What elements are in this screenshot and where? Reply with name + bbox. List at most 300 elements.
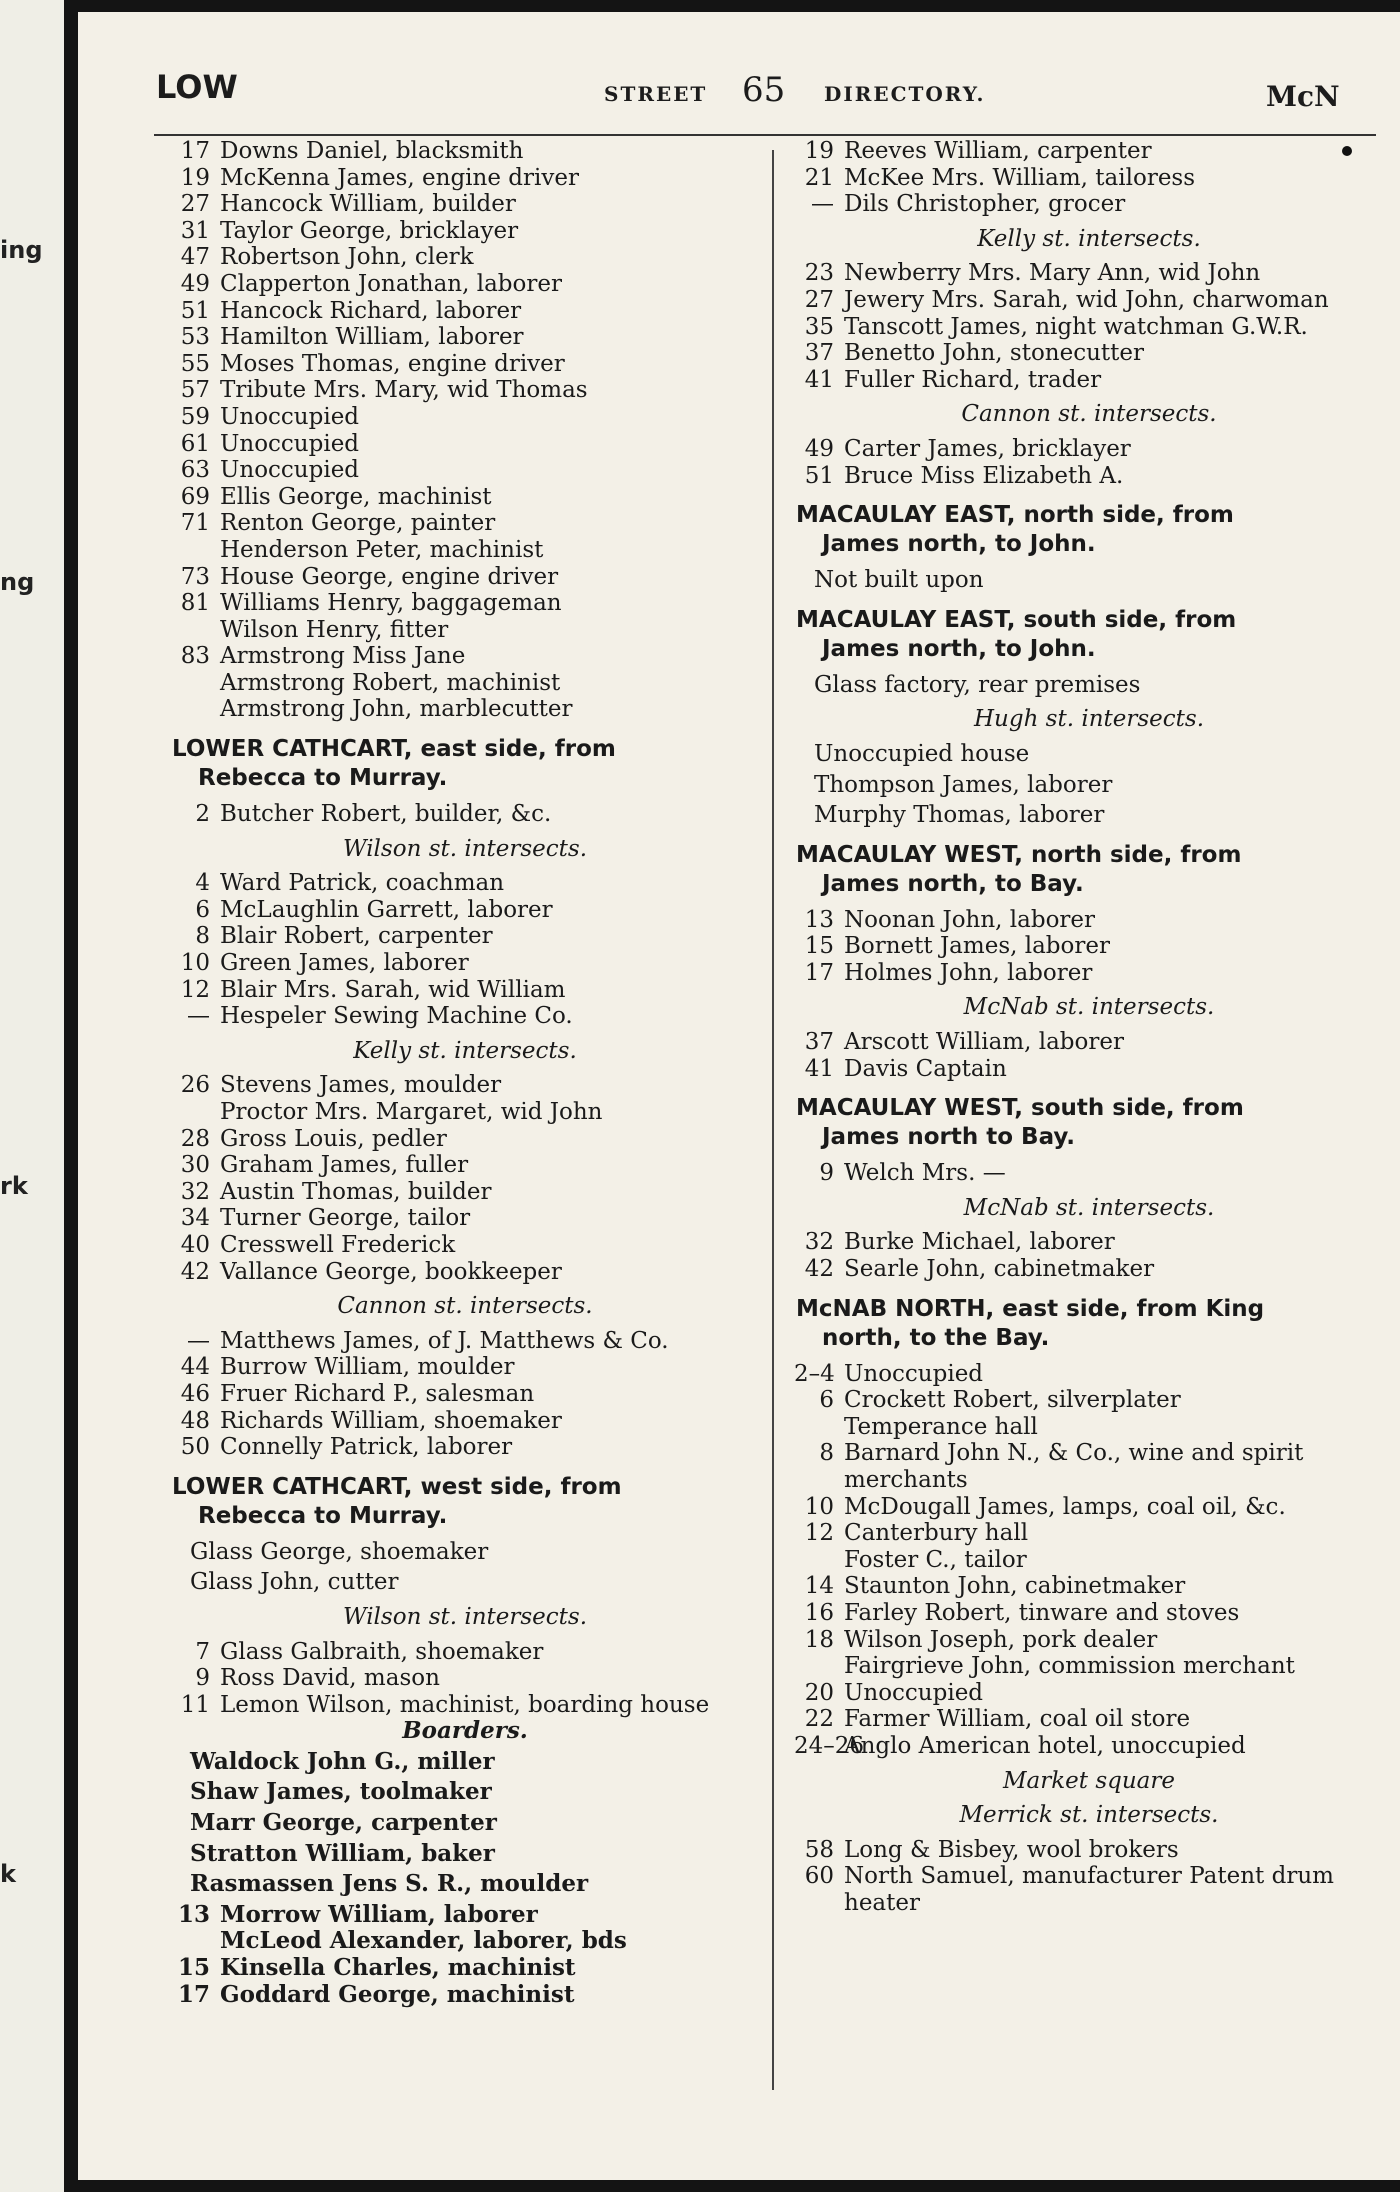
entry-text: Cresswell Frederick (220, 1231, 456, 1258)
entry-text: Barnard John N., & Co., wine and spirit (844, 1440, 1304, 1467)
house-number: 35 (804, 313, 834, 340)
heading-continuation: Rebecca to Murray. (198, 1502, 448, 1529)
plain-entry: Marr George, carpenter (190, 1809, 497, 1837)
directory-entry (170, 1259, 760, 1286)
house-number: 41 (804, 1055, 834, 1082)
header-street-word: STREET (604, 82, 708, 106)
entry-text: Hancock Richard, laborer (220, 297, 522, 324)
street-heading (170, 735, 760, 793)
entry-text: North Samuel, manufacturer Patent drum (844, 1863, 1334, 1890)
directory-entry (794, 1387, 1384, 1414)
house-number: 24–26 (794, 1732, 865, 1759)
house-number: 19 (180, 164, 210, 191)
entry-list (794, 1837, 1384, 1917)
entry-text: Foster C., tailor (844, 1546, 1027, 1573)
directory-entry (794, 1573, 1384, 1600)
entry-text: Green James, laborer (220, 950, 469, 977)
house-number: 42 (180, 1258, 210, 1285)
header-right-keyword: McN (1266, 80, 1340, 113)
entry-text: Matthews James, of J. Matthews & Co. (220, 1327, 669, 1354)
house-number: 12 (804, 1520, 834, 1547)
house-number: 19 (804, 138, 834, 164)
directory-entry (794, 165, 1384, 192)
prev-page-fragment: rk (0, 1172, 28, 1200)
heading-continuation: James north, to Bay. (822, 870, 1084, 897)
house-number: 9 (195, 1665, 210, 1692)
entry-text: Richards William, shoemaker (220, 1407, 562, 1434)
house-number: 17 (804, 959, 834, 986)
directory-entry (170, 801, 760, 828)
directory-entry (794, 367, 1384, 394)
entry-text: Ward Patrick, coachman (220, 870, 505, 897)
directory-entry (794, 1467, 1384, 1494)
house-number: 17 (180, 138, 210, 164)
house-number (794, 1653, 844, 1680)
entry-text: House George, engine driver (220, 563, 559, 590)
plain-entry: Murphy Thomas, laborer (814, 802, 1105, 829)
entry-text: Carter James, bricklayer (844, 435, 1131, 462)
heading-text: McNAB NORTH, east side, from King (796, 1295, 1265, 1322)
directory-entry (170, 1408, 760, 1435)
directory-entry (794, 191, 1384, 218)
entry-text: Farley Robert, tinware and stoves (844, 1599, 1240, 1626)
entry-list (794, 1361, 1384, 1760)
intersect-note: Wilson st. intersects. (342, 835, 588, 862)
entry-text: Canterbury hall (844, 1520, 1029, 1547)
directory-entry (170, 431, 760, 458)
right-column (794, 138, 1384, 1917)
entry-text: Armstrong Robert, machinist (220, 669, 561, 696)
entry-text: merchants (844, 1467, 968, 1493)
house-number: 13 (177, 1900, 210, 1928)
column-divider (772, 150, 774, 2090)
house-number: 10 (180, 950, 210, 977)
directory-entry (170, 1354, 760, 1381)
directory-entry (170, 1099, 760, 1126)
house-number: 13 (804, 906, 834, 933)
directory-entry (170, 244, 760, 271)
directory-entry (170, 1982, 760, 2009)
entry-text: Downs Daniel, blacksmith (220, 138, 524, 164)
plain-entry: Glass George, shoemaker (190, 1538, 489, 1565)
directory-entry (170, 1205, 760, 1232)
plain-entry: Rasmassen Jens S. R., moulder (190, 1870, 589, 1898)
heading-continuation: James north, to John. (822, 635, 1096, 662)
street-heading (794, 841, 1384, 899)
house-number: 18 (804, 1626, 834, 1653)
house-number: 60 (804, 1863, 834, 1890)
entry-text: Wilson Joseph, pork dealer (844, 1626, 1158, 1653)
boarders-list (170, 1749, 760, 1898)
house-number: 81 (180, 590, 210, 617)
house-number: 6 (819, 1387, 834, 1414)
directory-entry (794, 1414, 1384, 1441)
plain-list (794, 672, 1384, 699)
house-number: 16 (804, 1599, 834, 1626)
house-number (170, 696, 220, 723)
entry-text: Armstrong John, marblecutter (220, 696, 573, 723)
house-number (794, 1890, 844, 1917)
entry-text: Blair Mrs. Sarah, wid William (220, 976, 566, 1003)
house-number: 55 (180, 350, 210, 377)
prev-page-fragment: ing (0, 236, 43, 264)
house-number: 8 (195, 923, 210, 950)
entry-text: Bruce Miss Elizabeth A. (844, 462, 1124, 489)
entry-text: Crockett Robert, silverplater (844, 1387, 1181, 1414)
entry-text: Hancock William, builder (220, 191, 516, 218)
entry-list (170, 801, 760, 828)
plain-list (170, 1539, 760, 1596)
heading-text: MACAULAY EAST, north side, from (796, 502, 1234, 529)
directory-entry (794, 1029, 1384, 1056)
directory-entry (170, 271, 760, 298)
directory-entry (794, 1600, 1384, 1627)
directory-entry (170, 1692, 760, 1719)
house-number: 2–4 (794, 1360, 835, 1387)
entry-text: Long & Bisbey, wool brokers (844, 1836, 1179, 1863)
entry-text: Anglo American hotel, unoccupied (844, 1732, 1246, 1759)
directory-entry (170, 351, 760, 378)
header-left-keyword: LOW (156, 68, 238, 106)
entry-text: Davis Captain (844, 1055, 1007, 1082)
heading-continuation: Rebecca to Murray. (198, 765, 448, 792)
intersect-note: Cannon st. intersects. (961, 401, 1217, 428)
plain-entry: Glass factory, rear premises (814, 671, 1141, 698)
house-number: 53 (180, 324, 210, 351)
entry-text: Bornett James, laborer (844, 933, 1110, 960)
house-number: — (187, 1327, 210, 1354)
entry-text: Arscott William, laborer (844, 1029, 1124, 1056)
house-number: 15 (804, 933, 834, 960)
entry-text: Morrow William, laborer (220, 1900, 538, 1928)
entry-text: Gross Louis, pedler (220, 1125, 447, 1152)
entry-list (170, 1902, 760, 2008)
house-number (794, 1414, 844, 1441)
directory-entry (170, 1381, 760, 1408)
entry-text: Kinsella Charles, machinist (220, 1954, 576, 1982)
directory-entry (170, 1232, 760, 1259)
heading-continuation: James north, to John. (822, 531, 1096, 558)
entry-text: Unoccupied (220, 403, 360, 430)
plain-entry: Waldock John G., miller (190, 1747, 495, 1775)
entry-list (794, 138, 1384, 218)
directory-entry (794, 1229, 1384, 1256)
plain-list (794, 741, 1384, 829)
entry-text: Wilson Henry, fitter (220, 616, 449, 643)
entry-list (794, 1029, 1384, 1082)
entry-text: McKenna James, engine driver (220, 164, 579, 191)
left-column (170, 138, 760, 2008)
house-number: 21 (804, 164, 834, 191)
directory-entry (170, 510, 760, 537)
heading-continuation: James north to Bay. (822, 1124, 1075, 1151)
entry-text: Williams Henry, baggageman (220, 590, 562, 617)
directory-entry (794, 1653, 1384, 1680)
entry-text: Holmes John, laborer (844, 959, 1093, 986)
house-number: 2 (195, 801, 210, 828)
entry-list (794, 436, 1384, 489)
house-number: 71 (180, 510, 210, 537)
heading-text: LOWER CATHCART, east side, from (172, 736, 616, 763)
house-number (170, 670, 220, 697)
directory-entry (794, 1733, 1384, 1760)
house-number: 49 (804, 435, 834, 462)
directory-entry (170, 696, 760, 723)
directory-entry (794, 436, 1384, 463)
plain-entry: Shaw James, toolmaker (190, 1778, 492, 1806)
directory-entry (170, 1639, 760, 1666)
previous-page-edge (0, 0, 64, 2192)
entry-text: Lemon Wilson, machinist, boarding house (220, 1691, 710, 1718)
directory-entry (170, 1152, 760, 1179)
entry-list (170, 1072, 760, 1285)
directory-entry (170, 1665, 760, 1692)
house-number: 50 (180, 1434, 210, 1461)
directory-entry (170, 670, 760, 697)
header-rule (154, 134, 1376, 136)
directory-entry (170, 1126, 760, 1153)
entry-text: Renton George, painter (220, 510, 496, 537)
entry-text: Armstrong Miss Jane (220, 643, 466, 670)
entry-text: Welch Mrs. — (844, 1160, 1006, 1187)
house-number: 57 (180, 377, 210, 404)
entry-text: Fairgrieve John, commission merchant (844, 1653, 1295, 1680)
entry-text: Glass Galbraith, shoemaker (220, 1638, 544, 1665)
house-number: 27 (804, 286, 834, 313)
entry-text: McLeod Alexander, laborer, bds (220, 1927, 627, 1955)
house-number: 51 (180, 297, 210, 324)
house-number: 42 (804, 1256, 834, 1283)
directory-entry (170, 324, 760, 351)
directory-entry (170, 897, 760, 924)
house-number: 27 (180, 191, 210, 218)
directory-entry (794, 1160, 1384, 1187)
directory-entry (794, 1890, 1384, 1917)
house-number: 32 (180, 1178, 210, 1205)
house-number: 37 (804, 340, 834, 367)
heading-text: MACAULAY EAST, south side, from (796, 606, 1237, 633)
directory-entry (794, 1627, 1384, 1654)
entry-text: Ross David, mason (220, 1665, 440, 1692)
intersect-note: McNab st. intersects. (963, 994, 1215, 1021)
house-number: 9 (819, 1160, 834, 1187)
directory-entry (170, 1955, 760, 1982)
directory-entry (170, 1003, 760, 1030)
house-number: — (811, 191, 834, 218)
house-number: 59 (180, 403, 210, 430)
entry-list (794, 1160, 1384, 1187)
entry-text: Graham James, fuller (220, 1152, 469, 1179)
directory-entry (170, 870, 760, 897)
street-heading (794, 1094, 1384, 1152)
entry-text: Ellis George, machinist (220, 483, 492, 510)
directory-entry (170, 1328, 760, 1355)
entry-text: Searle John, cabinetmaker (844, 1256, 1155, 1283)
entry-text: Tribute Mrs. Mary, wid Thomas (220, 377, 588, 404)
heading-text: MACAULAY WEST, north side, from (796, 841, 1242, 868)
entry-text: McDougall James, lamps, coal oil, &c. (844, 1493, 1286, 1520)
plain-entry: Unoccupied house (814, 740, 1030, 767)
directory-entry (170, 564, 760, 591)
house-number: 20 (804, 1679, 834, 1706)
house-number (170, 1099, 220, 1126)
house-number: 12 (180, 976, 210, 1003)
directory-entry (170, 950, 760, 977)
house-number: 58 (804, 1836, 834, 1863)
house-number: 28 (180, 1125, 210, 1152)
entry-text: Unoccupied (220, 430, 360, 457)
entry-text: Goddard George, machinist (220, 1980, 575, 2008)
directory-entry (794, 314, 1384, 341)
directory-entry (794, 933, 1384, 960)
intersect-note: Wilson st. intersects. (342, 1603, 588, 1630)
entry-text: Benetto John, stonecutter (844, 340, 1144, 367)
entry-text: Moses Thomas, engine driver (220, 350, 565, 377)
entry-text: Fuller Richard, trader (844, 366, 1102, 393)
directory-entry (794, 1256, 1384, 1283)
house-number: 7 (195, 1638, 210, 1665)
entry-text: Stevens James, moulder (220, 1072, 502, 1099)
plain-list (794, 567, 1384, 594)
entry-text: Unoccupied (220, 457, 360, 484)
header-directory-word: DIRECTORY. (824, 82, 986, 106)
intersect-note: McNab st. intersects. (963, 1194, 1215, 1221)
directory-entry (794, 260, 1384, 287)
directory-entry (170, 457, 760, 484)
house-number: 17 (177, 1980, 210, 2008)
house-number: 6 (195, 896, 210, 923)
directory-entry (794, 960, 1384, 987)
directory-entry (794, 463, 1384, 490)
house-number: 49 (180, 270, 210, 297)
house-number: 51 (804, 462, 834, 489)
entry-text: Burrow William, moulder (220, 1354, 515, 1381)
directory-entry (170, 404, 760, 431)
house-number: 34 (180, 1205, 210, 1232)
directory-entry (170, 1928, 760, 1955)
entry-text: Noonan John, laborer (844, 906, 1096, 933)
house-number: 31 (180, 217, 210, 244)
entry-text: Butcher Robert, builder, &c. (220, 801, 552, 828)
entry-text: Austin Thomas, builder (220, 1178, 492, 1205)
street-heading (794, 501, 1384, 559)
directory-entry (794, 287, 1384, 314)
directory-entry (170, 191, 760, 218)
house-number: 48 (180, 1407, 210, 1434)
house-number: 4 (195, 870, 210, 897)
entry-text: Dils Christopher, grocer (844, 191, 1126, 218)
house-number: 26 (180, 1072, 210, 1099)
directory-entry (170, 537, 760, 564)
house-number: 40 (180, 1231, 210, 1258)
entry-text: Tanscott James, night watchman G.W.R. (844, 313, 1308, 340)
house-number: 23 (804, 260, 834, 287)
entry-text: Hespeler Sewing Machine Co. (220, 1003, 573, 1030)
directory-entry (170, 643, 760, 670)
heading-continuation: north, to the Bay. (822, 1324, 1050, 1351)
house-number (170, 1928, 220, 1955)
plain-entry: Thompson James, laborer (814, 771, 1113, 798)
page-header (142, 68, 1352, 128)
entry-text: Henderson Peter, machinist (220, 536, 544, 563)
entry-text: Newberry Mrs. Mary Ann, wid John (844, 260, 1261, 287)
directory-entry (794, 1494, 1384, 1521)
entry-text: Burke Michael, laborer (844, 1229, 1115, 1256)
entry-list (170, 138, 760, 723)
directory-entry (794, 907, 1384, 934)
house-number: 83 (180, 643, 210, 670)
entry-text: Temperance hall (844, 1413, 1038, 1440)
directory-entry (170, 590, 760, 617)
house-number: 41 (804, 366, 834, 393)
entry-text: Taylor George, bricklayer (220, 217, 519, 244)
entry-text: Hamilton William, laborer (220, 324, 524, 351)
directory-entry (794, 1361, 1384, 1388)
prev-page-fragment: k (0, 1860, 16, 1888)
market-note: Market square (1002, 1767, 1176, 1794)
house-number (170, 537, 220, 564)
directory-entry (170, 1902, 760, 1929)
house-number: 46 (180, 1380, 210, 1407)
entry-text: Fruer Richard P., salesman (220, 1380, 535, 1407)
entry-text: Staunton John, cabinetmaker (844, 1573, 1186, 1600)
directory-entry (794, 1837, 1384, 1864)
directory-entry (794, 1520, 1384, 1547)
entry-text: Vallance George, bookkeeper (220, 1258, 562, 1285)
plain-entry: Not built upon (814, 567, 984, 594)
house-number: 15 (177, 1954, 210, 1982)
entry-text: Unoccupied (844, 1360, 984, 1387)
heading-text: MACAULAY WEST, south side, from (796, 1095, 1244, 1122)
entry-list (794, 907, 1384, 987)
house-number (794, 1547, 844, 1574)
directory-entry (170, 1179, 760, 1206)
entry-text: McKee Mrs. William, tailoress (844, 164, 1196, 191)
entry-text: Reeves William, carpenter (844, 138, 1152, 164)
entry-list (794, 1229, 1384, 1282)
heading-text: LOWER CATHCART, west side, from (172, 1473, 622, 1500)
house-number: 63 (180, 457, 210, 484)
directory-entry (794, 1056, 1384, 1083)
prev-page-fragment: ng (0, 568, 35, 596)
house-number: 47 (180, 244, 210, 271)
directory-entry (170, 1434, 760, 1461)
directory-entry (170, 165, 760, 192)
directory-entry (170, 977, 760, 1004)
entry-list (170, 1639, 760, 1719)
directory-entry (794, 1547, 1384, 1574)
entry-text: Unoccupied (844, 1679, 984, 1706)
entry-text: Proctor Mrs. Margaret, wid John (220, 1099, 603, 1125)
directory-entry (170, 138, 760, 165)
plain-entry: Stratton William, baker (190, 1839, 495, 1867)
intersect-note: Kelly st. intersects. (977, 225, 1201, 252)
directory-entry (170, 298, 760, 325)
intersect-note: Kelly st. intersects. (353, 1037, 577, 1064)
entry-text: heater (844, 1889, 920, 1916)
directory-entry (170, 377, 760, 404)
house-number: 73 (180, 563, 210, 590)
house-number: 44 (180, 1354, 210, 1381)
directory-entry (794, 138, 1384, 165)
entry-text: Connelly Patrick, laborer (220, 1434, 513, 1461)
house-number: — (187, 1003, 210, 1030)
house-number: 69 (180, 483, 210, 510)
entry-text: Robertson John, clerk (220, 244, 474, 271)
entry-text: Jewery Mrs. Sarah, wid John, charwoman (844, 286, 1329, 313)
house-number: 14 (804, 1573, 834, 1600)
street-heading (794, 606, 1384, 664)
